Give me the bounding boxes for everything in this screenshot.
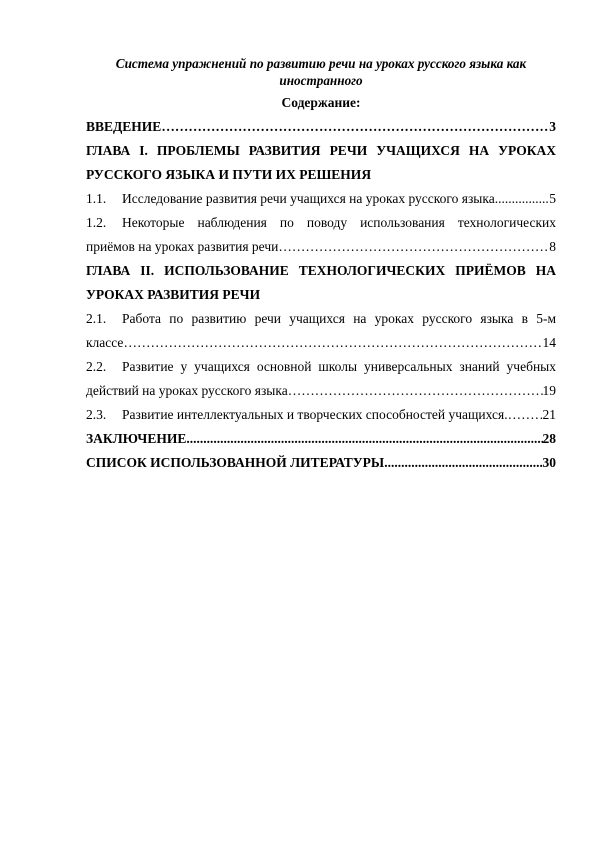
document-title: Система упражнений по развитию речи на уроках русского языка как иностранного — [115, 56, 527, 88]
toc-leader — [288, 379, 543, 403]
toc-intro-label: ВВЕДЕНИЕ — [86, 119, 162, 134]
toc-2-1-label-part1: Работа по развитию речи учащихся на уроках русского языка в 5-м — [122, 311, 556, 326]
toc-leader — [186, 427, 542, 451]
toc-leader — [495, 187, 550, 211]
toc-chapter2-line2 — [86, 283, 556, 307]
toc-entry-references — [86, 451, 556, 475]
toc-entry-1-2-line1 — [86, 211, 556, 235]
toc-1-2-page: 8 — [549, 239, 556, 254]
toc-1-1-number: 1.1. — [86, 191, 107, 206]
toc-leader — [123, 331, 542, 355]
toc-1-2-label-part2: приёмов на уроках развития речи — [86, 239, 279, 254]
toc-leader — [384, 451, 542, 475]
toc-1-1-page: 5 — [549, 191, 556, 206]
toc-chapter1-line1 — [86, 139, 556, 163]
contents-heading: Содержание: — [281, 95, 361, 110]
toc-chapter1-title-part2: РУССКОГО ЯЗЫКА И ПУТИ ИХ РЕШЕНИЯ — [86, 167, 372, 182]
toc-2-3-page: 21 — [542, 407, 556, 422]
toc-2-1-number: 2.1. — [86, 311, 107, 326]
toc-2-3-label: Развитие интеллектуальных и творческих способностей учащихся. — [122, 407, 508, 422]
table-of-contents — [86, 115, 556, 475]
toc-entry-conclusion — [86, 427, 556, 451]
toc-chapter2-title-part2: УРОКАХ РАЗВИТИЯ РЕЧИ — [86, 287, 261, 302]
toc-entry-1-2-line2 — [86, 235, 556, 259]
toc-1-2-label-part1: Некоторые наблюдения по поводу использования технологических — [122, 215, 556, 230]
toc-references-page: 30 — [542, 455, 556, 470]
toc-2-2-number: 2.2. — [86, 359, 107, 374]
toc-entry-2-2-line2 — [86, 379, 556, 403]
toc-2-2-label-part1: Развитие у учащихся основной школы универсальных знаний учебных — [122, 359, 556, 374]
toc-2-2-page: 19 — [542, 383, 556, 398]
toc-chapter2-line1 — [86, 259, 556, 283]
toc-entry-2-2-line1 — [86, 355, 556, 379]
toc-2-2-label-part2: действий на уроках русского языка — [86, 383, 288, 398]
toc-1-1-label: Исследование развития речи учащихся на уроках русского языка — [122, 191, 495, 206]
toc-2-1-page: 14 — [542, 335, 556, 350]
toc-intro-page: 3 — [549, 119, 556, 134]
toc-chapter2-title-part1: ГЛАВА II. ИСПОЛЬЗОВАНИЕ ТЕХНОЛОГИЧЕСКИХ ПРИЁМОВ НА — [86, 263, 556, 278]
toc-chapter1-line2 — [86, 163, 556, 187]
toc-chapter1-title-part1: ГЛАВА I. ПРОБЛЕМЫ РАЗВИТИЯ РЕЧИ УЧАЩИХСЯ НА УРОКАХ — [86, 143, 556, 158]
toc-leader — [508, 403, 543, 427]
toc-entry-2-3 — [86, 403, 556, 427]
toc-entry-2-1-line1 — [86, 307, 556, 331]
toc-leader — [161, 115, 549, 139]
toc-entry-1-1 — [86, 187, 556, 211]
toc-entry-intro — [86, 115, 556, 139]
toc-1-2-number: 1.2. — [86, 215, 107, 230]
toc-2-1-label-part2: классе — [86, 335, 124, 350]
toc-2-3-number: 2.3. — [86, 407, 107, 422]
toc-conclusion-label: ЗАКЛЮЧЕНИЕ — [86, 431, 187, 446]
toc-references-label: СПИСОК ИСПОЛЬЗОВАННОЙ ЛИТЕРАТУРЫ — [86, 455, 385, 470]
toc-leader — [278, 235, 549, 259]
toc-conclusion-page: 28 — [542, 431, 556, 446]
toc-entry-2-1-line2 — [86, 331, 556, 355]
